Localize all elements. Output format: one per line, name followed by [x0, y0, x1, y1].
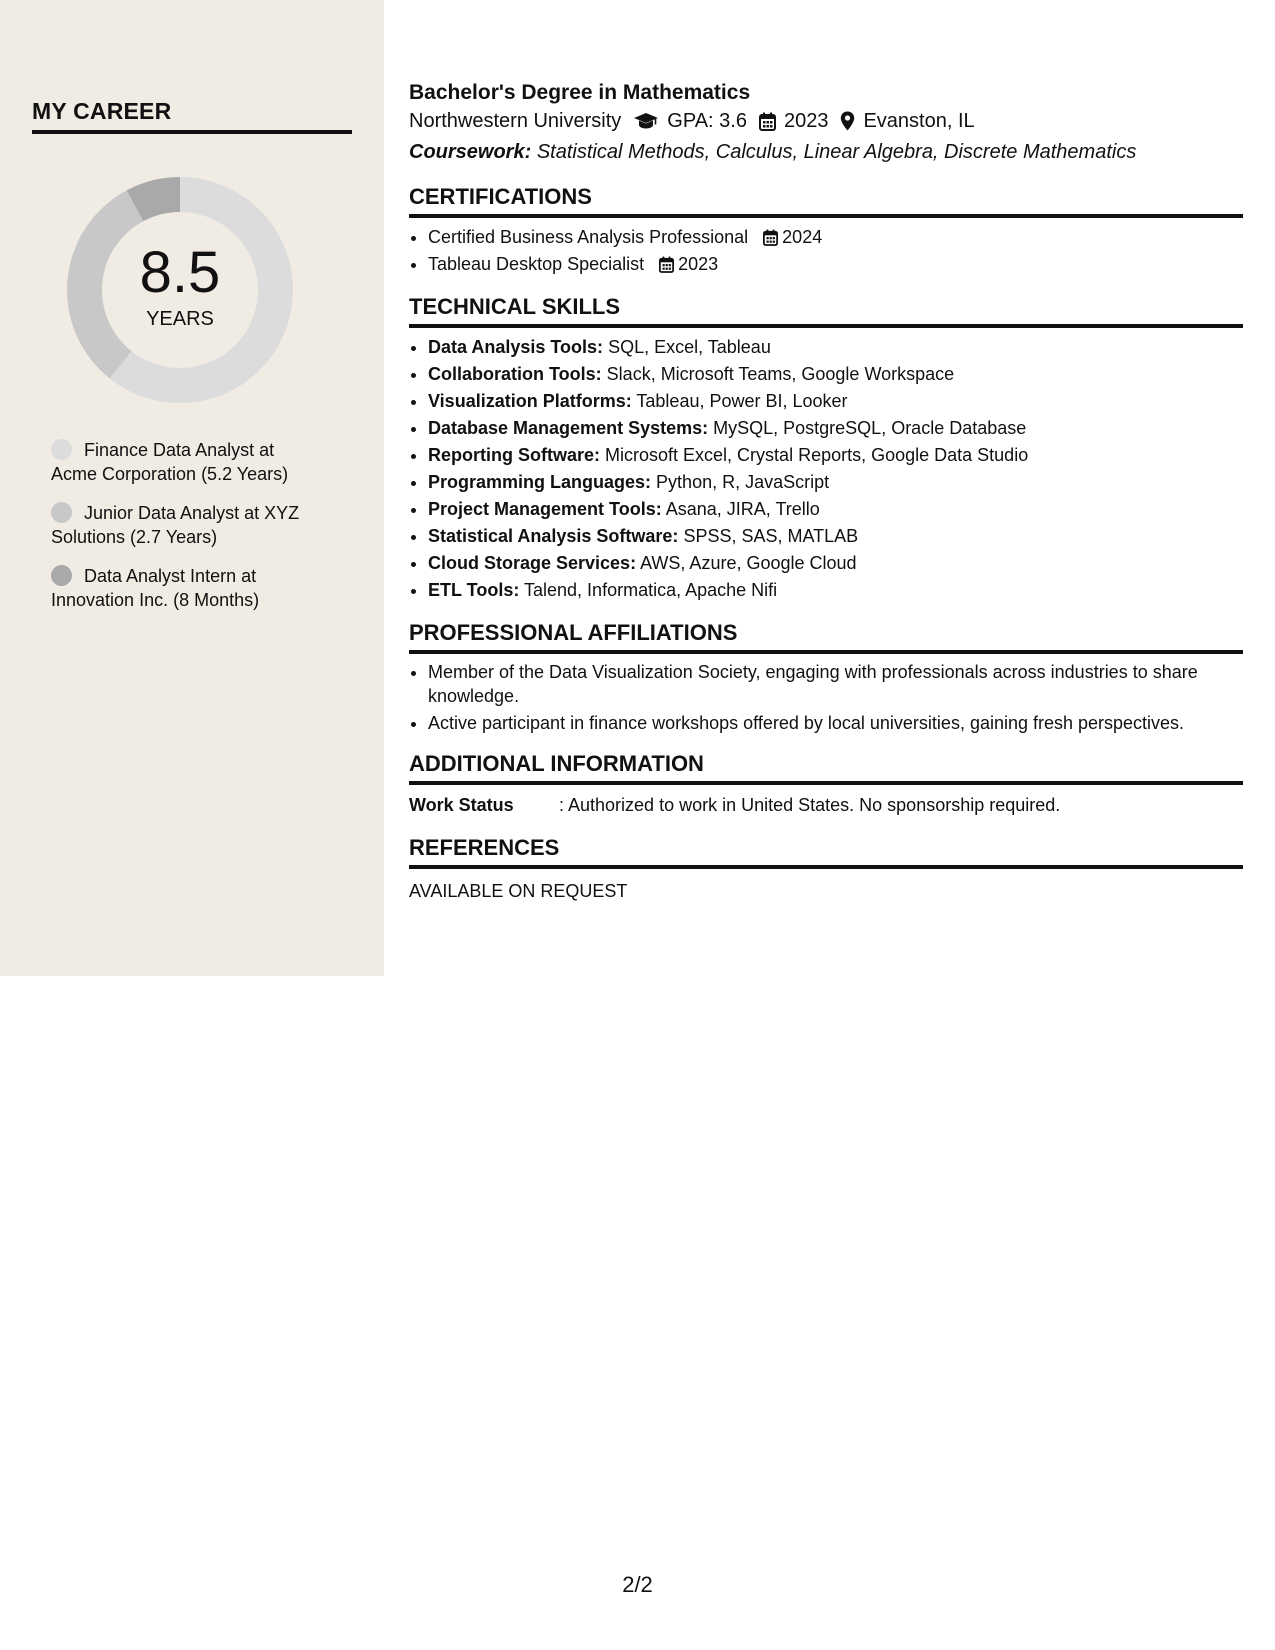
career-total	[67, 177, 293, 403]
coursework	[409, 136, 1243, 168]
degree-title: Bachelor's Degree in Mathematics	[409, 81, 751, 104]
page-number: 2/2	[622, 1572, 653, 1597]
work-status-value: : Authorized to work in United States. No sponsorship required.	[559, 795, 1061, 815]
skill-label: Data Analysis Tools:	[428, 337, 604, 357]
affiliations-heading: PROFESSIONAL AFFILIATIONS	[409, 618, 1243, 654]
legend-label: Finance Data Analyst at Acme Corporation (5.2 Years)	[51, 440, 289, 484]
skill-item	[428, 415, 1243, 442]
skill-value: SQL, Excel, Tableau	[608, 337, 771, 357]
skill-item	[428, 496, 1243, 523]
legend-item	[51, 501, 321, 549]
certification-item	[428, 251, 1243, 278]
skill-label: Statistical Analysis Software:	[428, 526, 679, 546]
calendar-icon	[659, 256, 674, 273]
certification-name: Tableau Desktop Specialist	[428, 254, 645, 274]
references-section	[409, 833, 1243, 905]
skill-item	[428, 523, 1243, 550]
skill-label: Database Management Systems:	[428, 418, 709, 438]
skill-label: Cloud Storage Services:	[428, 553, 637, 573]
skill-value: Python, R, JavaScript	[656, 472, 830, 492]
career-title: MY CAREER	[32, 98, 352, 134]
certifications-section	[409, 182, 1243, 278]
skill-label: Programming Languages:	[428, 472, 652, 492]
education-details	[409, 106, 1243, 136]
work-status-row	[409, 791, 1243, 819]
calendar-icon	[763, 229, 778, 246]
graduation-year: 2023	[783, 110, 829, 132]
skill-item	[428, 469, 1243, 496]
affiliations-section	[409, 618, 1243, 735]
skill-item	[428, 442, 1243, 469]
school-name: Northwestern University	[409, 110, 622, 132]
legend-dot	[51, 439, 72, 460]
additional-info-heading: ADDITIONAL INFORMATION	[409, 749, 1243, 785]
skill-value: Microsoft Excel, Crystal Reports, Google Data Studio	[605, 445, 1029, 465]
certification-year: 2023	[678, 254, 719, 274]
affiliation-item: • Member of the Data Visualization Society, engaging with professionals across industries to share knowledge.	[428, 660, 1243, 708]
skill-value: AWS, Azure, Google Cloud	[640, 553, 857, 573]
skill-value: SPSS, SAS, MATLAB	[683, 526, 859, 546]
certification-item	[428, 224, 1243, 251]
legend-dot	[51, 565, 72, 586]
skill-value: Slack, Microsoft Teams, Google Workspace	[606, 364, 955, 384]
skill-item	[428, 550, 1243, 577]
skills-section	[409, 292, 1243, 604]
skill-item	[428, 388, 1243, 415]
references-heading: REFERENCES	[409, 833, 1243, 869]
work-status-label: Work Status	[409, 795, 514, 815]
certification-year: 2024	[782, 227, 823, 247]
additional-info-section	[409, 749, 1243, 819]
skill-label: Reporting Software:	[428, 445, 601, 465]
career-legend	[51, 438, 321, 627]
skill-item	[428, 577, 1243, 604]
skill-label: ETL Tools:	[428, 580, 520, 600]
sidebar	[0, 0, 384, 976]
calendar-icon	[759, 112, 776, 131]
skill-value: Tableau, Power BI, Looker	[636, 391, 848, 411]
skill-label: Project Management Tools:	[428, 499, 662, 519]
skill-item	[428, 334, 1243, 361]
certification-name: Certified Business Analysis Professional	[428, 227, 749, 247]
legend-dot	[51, 502, 72, 523]
main-content	[409, 80, 1243, 905]
career-total-value: 8.5	[139, 239, 221, 305]
skill-value: Talend, Informatica, Apache Nifi	[524, 580, 778, 600]
career-total-unit: YEARS	[146, 307, 214, 330]
skill-value: MySQL, PostgreSQL, Oracle Database	[713, 418, 1027, 438]
school-location: Evanston, IL	[863, 110, 975, 132]
location-pin-icon	[840, 111, 855, 131]
coursework-list: Statistical Methods, Calculus, Linear Algebra, Discrete Mathematics	[536, 141, 1137, 163]
graduation-cap-icon	[633, 112, 659, 130]
certifications-heading: CERTIFICATIONS	[409, 182, 1243, 218]
gpa: GPA: 3.6	[667, 110, 747, 132]
skill-value: Asana, JIRA, Trello	[665, 499, 820, 519]
coursework-label: Coursework:	[409, 141, 532, 163]
references-text: AVAILABLE ON REQUEST	[409, 881, 628, 901]
legend-label: Data Analyst Intern at Innovation Inc. (8 Months)	[51, 566, 260, 610]
skill-label: Visualization Platforms:	[428, 391, 632, 411]
legend-item	[51, 438, 321, 486]
legend-item	[51, 564, 321, 612]
legend-label: Junior Data Analyst at XYZ Solutions (2.7 Years)	[51, 503, 300, 547]
skills-heading: TECHNICAL SKILLS	[409, 292, 1243, 328]
skill-label: Collaboration Tools:	[428, 364, 602, 384]
affiliation-item: • Active participant in finance workshops offered by local universities, gaining fresh perspectives.	[428, 711, 1243, 735]
skill-item	[428, 361, 1243, 388]
